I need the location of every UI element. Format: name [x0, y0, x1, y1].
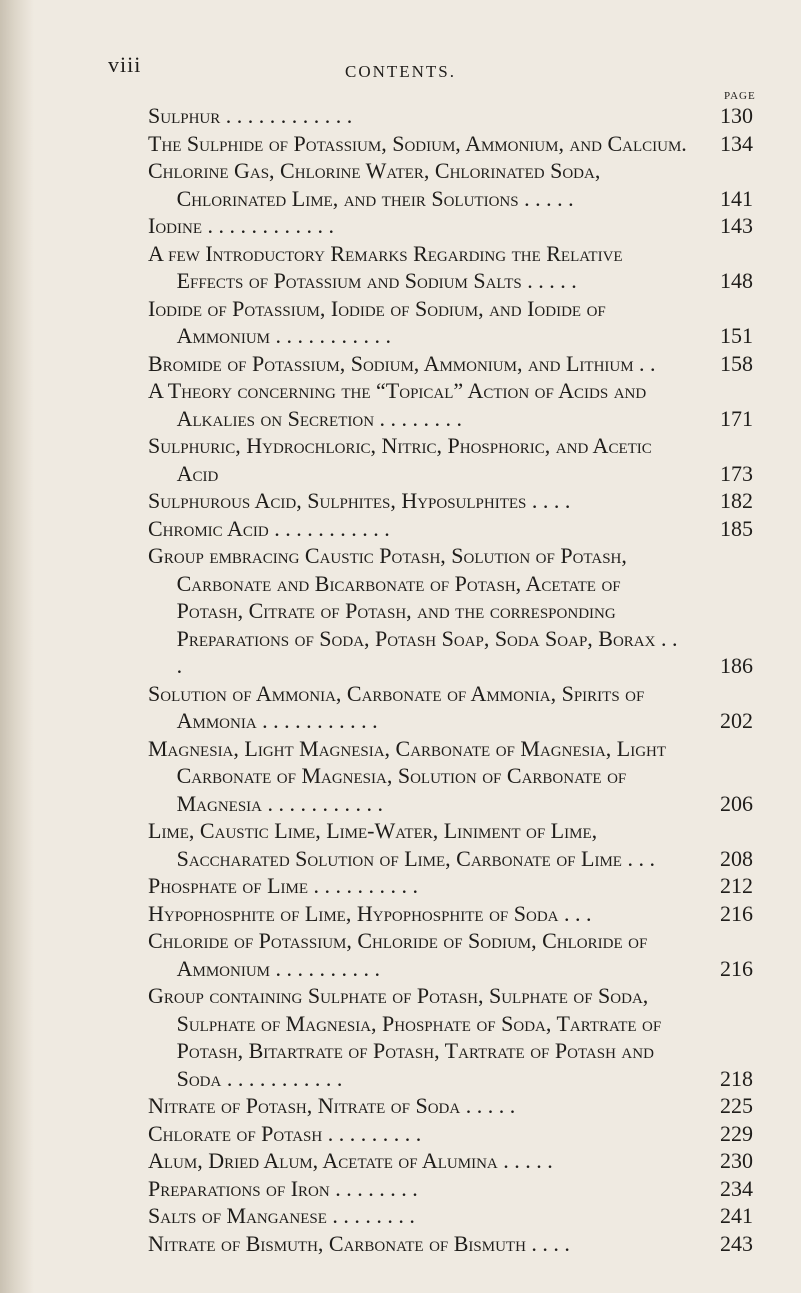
page-column-label: PAGE [724, 90, 756, 102]
toc-entry [148, 982, 753, 1092]
toc-entry-page: 234 [720, 1175, 753, 1201]
toc-entry-title: Chromic Acid . . . . . . . . . . . [148, 515, 390, 541]
toc-entry [148, 212, 753, 240]
running-title: CONTENTS. [344, 62, 457, 81]
toc-entry [148, 900, 753, 928]
toc-entry [148, 240, 753, 295]
toc-entry-page: 212 [720, 873, 753, 898]
toc-entry-page: 134 [720, 130, 753, 156]
toc-entry-page: 143 [720, 213, 753, 238]
toc-entry [148, 1120, 753, 1148]
toc-entry [148, 1175, 753, 1203]
toc-entry-page: 202 [720, 708, 753, 733]
toc-entry [148, 377, 753, 432]
toc-entry [148, 102, 753, 130]
toc-entry-page: 158 [720, 350, 753, 376]
toc-entry-page: 182 [720, 488, 753, 513]
toc-entry-title: Salts of Manganese . . . . . . . . [148, 1203, 415, 1228]
toc-entry-title: Group containing Sulphate of Potash, Sulphate of Soda, Sulphate of Magnesia, Phosphate of Soda, Tartrate of Potash, Bitartrate of Potash, Tartrate of Potash and Soda . . . . . . . . . . . [148, 983, 662, 1091]
toc-entry-title: Sulphurous Acid, Sulphites, Hyposulphites . . . . [148, 488, 571, 513]
toc-entry-page: 216 [720, 900, 753, 926]
toc-entry [148, 487, 753, 515]
toc-entry-title: Phosphate of Lime . . . . . . . . . . [148, 873, 419, 898]
toc-entry [148, 1202, 753, 1230]
toc-entry [148, 872, 753, 900]
toc-entry-page: 218 [720, 1065, 753, 1091]
toc-entry [148, 515, 753, 543]
toc-entry-page: 185 [720, 515, 753, 541]
toc-entry-page: 243 [720, 1230, 753, 1256]
toc-entry-page: 225 [720, 1093, 753, 1118]
toc-entry-page: 216 [720, 955, 753, 981]
toc-entry-title: Preparations of Iron . . . . . . . . [148, 1175, 418, 1201]
toc-entry-page: 141 [720, 185, 753, 211]
toc-entry-title: Iodine . . . . . . . . . . . . [148, 213, 334, 238]
toc-entry-title: Chloride of Potassium, Chloride of Sodium, Chloride of Ammonium . . . . . . . . . . [148, 928, 648, 981]
toc-entry-title: Sulphuric, Hydrochloric, Nitric, Phosphoric, and Acetic Acid [148, 433, 652, 486]
toc-entry-title: Bromide of Potassium, Sodium, Ammonium, and Lithium . . [148, 350, 656, 376]
page-number: viii [108, 52, 142, 77]
toc-entry-title: Chlorine Gas, Chlorine Water, Chlorinated Soda, Chlorinated Lime, and their Solutions . . . . . [148, 158, 601, 211]
toc-entry-title: A Theory concerning the “Topical” Action of Acids and Alkalies on Secretion . . . . . . . . [148, 378, 647, 431]
toc-entry [148, 1092, 753, 1120]
toc-entry [148, 157, 753, 212]
toc-entry-title: A few Introductory Remarks Regarding the Relative Effects of Potassium and Sodium Salts . . . . . [148, 240, 623, 293]
toc-entry-page: 151 [720, 323, 753, 348]
toc-entry-page: 208 [720, 845, 753, 871]
toc-entry-page: 186 [720, 653, 753, 678]
toc-entry-title: The Sulphide of Potassium, Sodium, Ammonium, and Calcium. [148, 130, 687, 156]
toc-entry-title: Group embracing Caustic Potash, Solution of Potash, Carbonate and Bicarbonate of Potash, Acetate of Potash, Citrate of Potash, and the corresponding Preparations of Soda, Potash Soap, Soda Soap, Borax . . . [148, 543, 678, 678]
toc-entry-page: 229 [720, 1120, 753, 1146]
toc-entry-title: Nitrate of Potash, Nitrate of Soda . . . . . [148, 1093, 516, 1118]
toc-entry [148, 817, 753, 872]
toc-entry-title: Chlorate of Potash . . . . . . . . . [148, 1120, 422, 1146]
toc-entry-title: Sulphur . . . . . . . . . . . . [148, 103, 353, 128]
toc-entry-page: 130 [720, 103, 753, 128]
toc-entry-page: 206 [720, 790, 753, 816]
toc-entry-page: 173 [720, 460, 753, 486]
page-edge-shadow [0, 0, 34, 1293]
toc-entry-page: 230 [720, 1148, 753, 1173]
toc-entry [148, 1147, 753, 1175]
page-header [0, 52, 801, 82]
toc-entry [148, 542, 753, 680]
toc-entry-page: 171 [720, 405, 753, 431]
toc-entry [148, 432, 753, 487]
toc-entry [148, 295, 753, 350]
toc-entry-title: Hypophosphite of Lime, Hypophosphite of Soda . . . [148, 900, 592, 926]
toc-entry-page: 148 [720, 268, 753, 293]
toc-entry-title: Magnesia, Light Magnesia, Carbonate of Magnesia, Light Carbonate of Magnesia, Solution of Carbonate of Magnesia . . . . . . . . . . . [148, 735, 667, 816]
contents-list [148, 102, 753, 1257]
toc-entry-title: Alum, Dried Alum, Acetate of Alumina . . . . . [148, 1148, 553, 1173]
toc-entry-title: Iodide of Potassium, Iodide of Sodium, and Iodide of Ammonium . . . . . . . . . . . [148, 295, 606, 348]
toc-entry-page: 241 [720, 1203, 753, 1228]
toc-entry [148, 130, 753, 158]
toc-entry-title: Solution of Ammonia, Carbonate of Ammonia, Spirits of Ammonia . . . . . . . . . . . [148, 680, 645, 733]
toc-entry [148, 735, 753, 818]
toc-entry-title: Lime, Caustic Lime, Lime-Water, Liniment of Lime, Saccharated Solution of Lime, Carbonate of Lime . . . [148, 818, 655, 871]
toc-entry [148, 927, 753, 982]
toc-entry [148, 1230, 753, 1258]
toc-entry [148, 680, 753, 735]
toc-entry [148, 350, 753, 378]
toc-entry-title: Nitrate of Bismuth, Carbonate of Bismuth . . . . [148, 1230, 570, 1256]
